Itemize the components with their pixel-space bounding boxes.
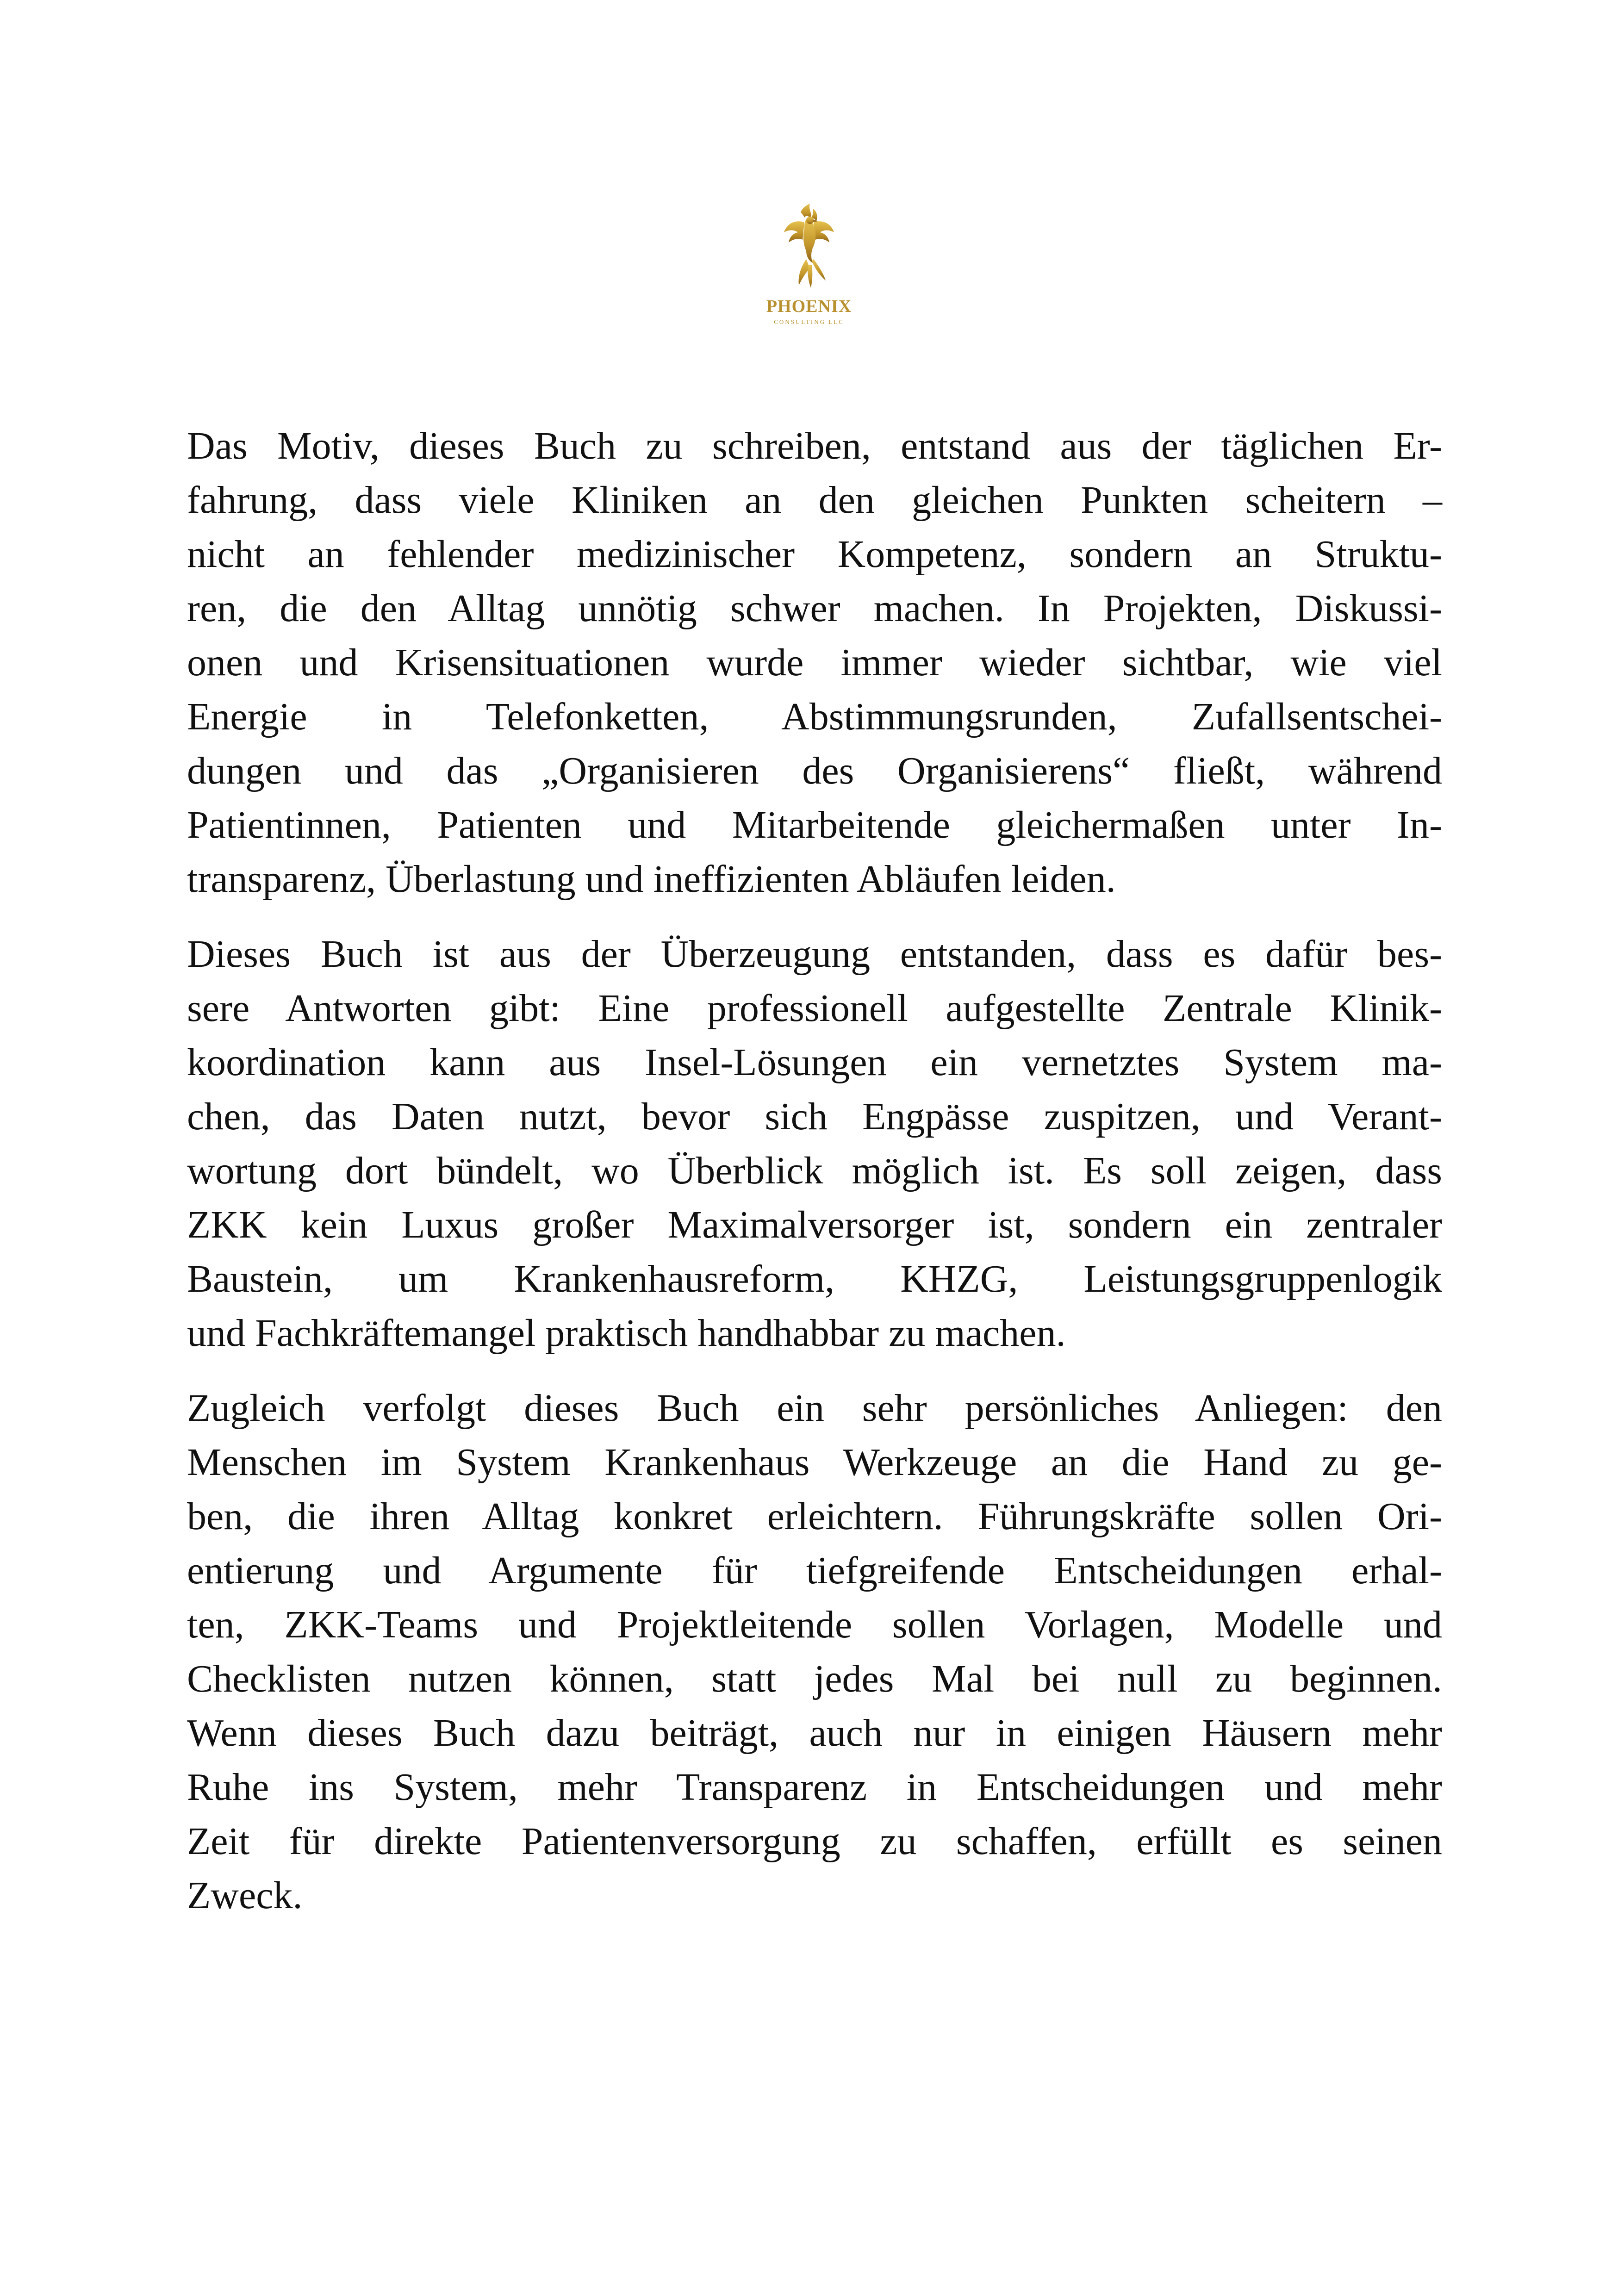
text-line: onen und Krisensituationen wurde immer wieder sichtbar, wie viel xyxy=(187,641,1442,684)
text-line: ben, die ihren Alltag konkret erleichtern. Führungskräfte sollen Ori- xyxy=(187,1495,1442,1538)
text-line: Das Motiv, dieses Buch zu schreiben, entstand aus der täglichen Er- xyxy=(187,424,1442,467)
text-line: Zugleich verfolgt dieses Buch ein sehr persönliches Anliegen: den xyxy=(187,1387,1442,1430)
logo-subtitle: CONSULTING LLC xyxy=(774,318,844,325)
text-line: ZKK kein Luxus großer Maximalversorger ist, sondern ein zentraler xyxy=(187,1203,1442,1246)
logo-name: PHOENIX xyxy=(766,297,852,316)
text-line: Menschen im System Krankenhaus Werkzeuge an die Hand zu ge- xyxy=(187,1441,1442,1484)
text-line: fahrung, dass viele Kliniken an den gleichen Punkten scheitern – xyxy=(187,479,1442,522)
text-line: dungen und das „Organisieren des Organisierens“ fließt, während xyxy=(187,749,1442,792)
paragraph-1 xyxy=(187,419,1442,906)
body-text xyxy=(187,419,1442,1943)
text-line: Baustein, um Krankenhausreform, KHZG, Leistungsgruppenlogik xyxy=(187,1257,1442,1300)
text-line: sere Antworten gibt: Eine professionell aufgestellte Zentrale Klinik- xyxy=(187,987,1442,1030)
text-line: ten, ZKK-Teams und Projektleitende sollen Vorlagen, Modelle und xyxy=(187,1603,1442,1646)
phoenix-bird-icon xyxy=(758,204,860,296)
paragraph-3 xyxy=(187,1381,1442,1923)
text-line: entierung und Argumente für tiefgreifende Entscheidungen erhal- xyxy=(187,1549,1442,1592)
text-line: transparenz, Überlastung und ineffizienten Abläufen leiden. xyxy=(187,858,1116,901)
text-line: Zweck. xyxy=(187,1874,303,1917)
paragraph-2 xyxy=(187,927,1442,1360)
text-line: Patientinnen, Patienten und Mitarbeitende gleichermaßen unter In- xyxy=(187,803,1442,846)
text-line: ren, die den Alltag unnötig schwer machen. In Projekten, Diskussi- xyxy=(187,587,1442,630)
text-line: nicht an fehlender medizinischer Kompetenz, sondern an Struktu- xyxy=(187,533,1442,576)
text-line: Ruhe ins System, mehr Transparenz in Entscheidungen und mehr xyxy=(187,1766,1442,1809)
text-line: Dieses Buch ist aus der Überzeugung entstanden, dass es dafür bes- xyxy=(187,933,1442,976)
text-line: und Fachkräftemangel praktisch handhabbar zu machen. xyxy=(187,1312,1066,1355)
text-line: koordination kann aus Insel-Lösungen ein vernetztes System ma- xyxy=(187,1041,1442,1084)
text-line: Wenn dieses Buch dazu beiträgt, auch nur in einigen Häusern mehr xyxy=(187,1711,1442,1755)
text-line: chen, das Daten nutzt, bevor sich Engpässe zuspitzen, und Verant- xyxy=(187,1095,1442,1138)
phoenix-logo xyxy=(758,204,860,342)
text-line: Zeit für direkte Patientenversorgung zu schaffen, erfüllt es seinen xyxy=(187,1820,1442,1863)
text-line: Checklisten nutzen können, statt jedes Mal bei null zu beginnen. xyxy=(187,1657,1442,1700)
text-line: wortung dort bündelt, wo Überblick möglich ist. Es soll zeigen, dass xyxy=(187,1149,1442,1192)
text-line: Energie in Telefonketten, Abstimmungsrunden, Zufallsentschei- xyxy=(187,695,1442,738)
